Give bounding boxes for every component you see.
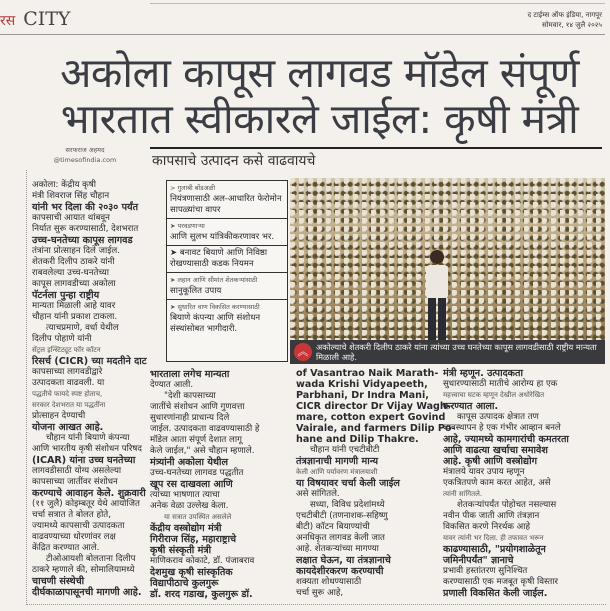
article-line: विद्यापीठाचे कुलगुरू — [150, 578, 219, 589]
article-line: माणिकराव कोकाटे, डॉ. पंजाबराव — [150, 556, 255, 566]
article-line: त्याचप्रमाणे, वर्धा येथील — [46, 323, 119, 333]
farmer-figure — [420, 248, 454, 340]
article-line: ज्यामध्ये कापसाची उत्पादकता — [32, 521, 125, 531]
article-line: उच्च-घनतेच्या कापूस लागवड — [32, 235, 133, 246]
article-line: कापसाच्या जातींवर संशोधन — [32, 477, 118, 487]
article-line: mare, cotton expert Govind — [296, 412, 446, 423]
article-line: कापसाची आयात थांबवून — [32, 213, 110, 223]
article-line: लक्षात घेऊन, या तंत्रज्ञानाचे — [296, 555, 391, 566]
article-line: मंत्र्यांनी अकोला येथील — [150, 457, 229, 468]
fact-text: ➤ बनावट बियाणे आणि निविष्ठा रोखण्यासाठी कडक नियमन — [170, 248, 268, 269]
article-line: Parbhani, Dr Indra Mani, — [296, 390, 429, 401]
edition-info — [527, 10, 602, 30]
article-line: टीओआयशी बोलताना दिलीप — [46, 554, 136, 564]
article-line: योजना आखत आहे. — [32, 422, 104, 433]
headline-line: अकोला कापूस लागवड मॉडेल संपूर्ण — [60, 49, 579, 97]
article-line: एचटीबीटी (तणनाशक-सहिष्णु — [296, 511, 388, 521]
article-line: देशमुख कृषी सांस्कृतिक — [150, 567, 233, 578]
article-line: शेतकरी दिलीप ठाकरे यांनी — [32, 257, 115, 267]
article-line: या सत्रात उपस्थित असलेले — [164, 513, 232, 521]
article-line: कापसाच्या लागवडीद्वारे — [32, 367, 103, 377]
article-line: जाईल. उत्पादकता वाढवण्यासाठी हे — [150, 424, 260, 434]
article-line: नवीन पीक जाती आणि तंत्रज्ञान — [443, 511, 540, 521]
article-line: या विषयावर चर्चा केली जाईल — [296, 478, 400, 489]
article-line: आहे, ज्यामध्ये कामगारांची कमतरता — [443, 434, 569, 445]
fact-lead: ➤ परवडणाऱ्या — [170, 222, 205, 230]
article-line: सुधारणांनाही प्राधान्य दिले — [150, 413, 230, 423]
article-line: डॉ. शरद गडाख, कुलगुरू डॉ. — [150, 589, 253, 600]
article-line: पॅटर्नला पुन्हा राष्ट्रीय — [32, 290, 100, 301]
article-line: दिलीप पोहाणे यांनी — [32, 334, 92, 344]
article-line: मंत्री म्हणून. उत्पादकता — [443, 368, 524, 379]
article-line: अनधिकृत लागवड केली जात — [296, 533, 385, 543]
article-line: सरकार देशभरात या पद्धतींना — [32, 401, 106, 409]
article-line: त्यांच्या भाषणात त्याचा — [150, 490, 220, 500]
article-line: of Vasantrao Naik Marath- — [296, 368, 439, 379]
article-line: प्रभावी हस्तांतरण सुनिश्चित — [443, 566, 528, 576]
top-rule — [150, 3, 605, 4]
article-line: वाढवण्याच्या धोरणांवर लक्ष — [32, 532, 116, 542]
article-column-2 — [150, 369, 259, 600]
article-line: तंत्रांना प्रोत्साहन दिले जाईल. — [32, 246, 120, 256]
article-line: चौहान यांनी बियाणे कंपन्या — [46, 433, 130, 443]
article-column-1 — [32, 180, 147, 598]
article-line: रिसर्च (CICR) च्या मदतीने दाट — [32, 356, 147, 367]
article-line: चर्चा सुरू आहे, — [296, 588, 344, 598]
article-column-3 — [296, 368, 455, 599]
subhead-rule — [150, 147, 602, 149]
article-line: चाचणी संस्थेची — [32, 576, 85, 587]
article-line: यांनी भर दिला की २०३० पर्यंत — [32, 202, 139, 213]
article-line: गिरीराज सिंह, महाराष्ट्राचे — [150, 534, 237, 545]
article-line: चर्चा सत्रात ते बोलत होते, — [32, 510, 111, 520]
article-line: आणि भारतीय कृषी संशोधन परिषद — [32, 444, 142, 454]
article-line: wada Krishi Vidyapeeth, — [296, 379, 428, 390]
article-line: त्यांनी सांगितले. — [443, 490, 483, 498]
article-line: विकसित करणे निरर्थक आहे — [443, 522, 531, 532]
article-line: जातींचे संशोधन आणि गुणवत्ता — [150, 402, 245, 412]
fact-text: आणि सुलभ यांत्रिकीकरणावर भर. — [170, 232, 275, 242]
publication-date: सोमवार, १४ जुलै २०२५ — [542, 21, 602, 29]
cotton-field-photo — [290, 178, 605, 340]
article-line: असे सांगितले. — [296, 489, 340, 499]
byline-email: @timesofindia.com — [53, 156, 117, 164]
article-line: एकत्रितपणे काम करत आहेत, असे — [443, 478, 551, 488]
article-line: केंद्रित करण्यात आले. — [32, 543, 100, 553]
article-line: सुधारण्यासाठी मातीचे आरोग्य हा एक — [443, 379, 558, 389]
article-line: मंत्रालये यावर उपाय म्हणून — [443, 467, 525, 477]
article-line: कापूस लागवडीच्या अकोला — [32, 279, 116, 289]
article-line: अनेक वेळा उल्लेख केला. — [150, 501, 229, 511]
box-subheading: कापसाचे उत्पादन कसे वाढवायचे — [152, 153, 316, 169]
article-line: तंत्रज्ञानाची मागणी मान्य — [296, 456, 379, 467]
article-line: शेतकऱ्यांपर्यंत पोहोचत नसल्यास — [457, 500, 557, 510]
article-line: सेंट्रल इन्स्टिट्यूट फॉर कॉटन — [32, 346, 101, 354]
article-line: मॉडेल आता संपूर्ण देशात लागू — [150, 435, 242, 445]
article-line: लागवडीसाठी योग्य असलेल्या — [32, 466, 122, 476]
article-line: ठाकरे म्हणाले की, सोमालियामध्ये — [32, 565, 135, 575]
article-line: "देशी कापसाच्या — [164, 391, 216, 401]
article-line: कापूस उत्पादक क्षेत्रात तण — [457, 412, 539, 422]
article-line: करण्यासाठी एक मजबूत कृषी विस्तार — [443, 577, 559, 587]
article-line: कायदेशीरकरण करण्याची — [296, 566, 384, 577]
article-line: महत्त्वाचा घटक म्हणून देखील अधोरेखित — [443, 391, 545, 399]
article-line: करण्याचे आवाहन केले. शुक्रवारी — [32, 488, 146, 499]
article-line: CICR director Dr Vijay Wagh- — [296, 401, 451, 412]
byline — [30, 145, 140, 165]
article-line: आहे. कृषी आणि वस्त्रोद्योग — [443, 456, 537, 467]
article-line: काढण्यासाठी, "प्रयोगशाळेतून — [443, 544, 546, 555]
article-line: दीर्घकाळापासूनची मागणी आहे. — [32, 587, 142, 598]
byline-author: सरफराज अहमद — [65, 146, 105, 154]
article-line: प्रणाली विकसित केली जाईल. — [443, 588, 548, 599]
fact-item — [167, 273, 287, 300]
fact-item — [167, 181, 287, 219]
fact-item — [167, 300, 287, 337]
chevron-up-icon: ︽ — [294, 343, 312, 361]
section-masthead — [0, 8, 70, 30]
section-prefix: रस — [0, 13, 16, 29]
masthead-rule — [0, 34, 605, 35]
photo-caption: अकोल्याचे शेतकरी दिलीप ठाकरे यांना त्यांच्या उच्च घनतेच्या कापूस लागवडीसाठी राष्ट्रीय मान्यता मिळाली आहे. — [290, 340, 605, 364]
article-line: चौहान यांनी प्रकाश टाकला. — [32, 312, 118, 322]
fact-text: सानुकूलित उपाय — [170, 286, 222, 296]
article-line: कृषी संस्कृती मंत्री — [150, 545, 212, 556]
article-line: अकोला: केंद्रीय कृषी — [32, 180, 96, 190]
article-line: निर्यात सुरू करण्यासाठी, देशभरात — [32, 224, 139, 234]
article-line: hane and Dilip Thakre. — [296, 434, 419, 445]
article-column-4 — [443, 368, 569, 599]
article-line: मान्यता मिळाली आहे यावर — [32, 301, 116, 311]
article-line: राबवलेल्या उच्च-घनतेच्या — [32, 268, 109, 278]
article-line: आहे. शेतकऱ्यांच्या मागण्या — [296, 544, 379, 554]
article-line: केंद्रीय वस्त्रोद्योग मंत्री — [150, 523, 222, 534]
fact-lead: ➤ सुधारित वाण विकसित करण्यासाठी — [170, 303, 260, 311]
headline-line: भारतात स्वीकारले जाईल: कृषी मंत्री — [60, 95, 579, 143]
article-line: पद्धतीचे फायदे स्पष्ट होताच, — [32, 390, 103, 398]
fact-item — [167, 246, 287, 273]
bottom-divider — [26, 604, 606, 605]
article-line: उत्पादकता वाढवली. या — [32, 378, 105, 388]
article-line: आणि वाढत्या खर्चाचा समावेश — [443, 445, 548, 456]
article-line: देण्यात आली. — [150, 380, 194, 390]
fact-lead: ➤ लहान आणि सीमांत शेतकऱ्यांसाठी — [170, 276, 258, 284]
article-line: बीटी) कॉटन बियाण्यांची — [296, 522, 370, 532]
article-line: करण्यात आला. — [443, 401, 499, 412]
fact-box — [166, 180, 288, 362]
article-line: शक्यता शोधण्यासाठी — [296, 577, 362, 587]
article-line: (ICAR) यांना उच्च घनतेच्या — [32, 455, 136, 466]
article-line: खूप रस दाखवला आणि — [150, 479, 233, 490]
article-line: उच्च-घनतेच्या लागवड पद्धतीत — [150, 468, 244, 478]
column-divider — [26, 170, 27, 605]
article-line: यावर त्यांनी भर दिला. ही तफावत भरून — [443, 534, 544, 542]
article-line: केली आणि पर्यावरण मंत्रालयाशी — [296, 468, 378, 476]
article-line: केले जाईल," असे चौहान म्हणाले. — [150, 446, 255, 456]
publication-name: द टाईम्स ऑफ इंडिया, नागपूर — [527, 11, 602, 19]
fact-text: नियंत्रणासाठी अल-आधारित फेरोमोन सापळ्यांचा वापर — [170, 194, 282, 215]
article-line: जमिनीपर्यंत" ज्ञानाचे — [443, 555, 514, 566]
article-line: Vairale, and farmers Dilip Po- — [296, 423, 456, 434]
headline — [32, 50, 607, 142]
fact-lead: > गुलाबी बोंडअळी — [170, 184, 216, 192]
article-line: व्यवस्थापन हे एक गंभीर आव्हान बनले — [443, 423, 561, 433]
article-line: चौहान यांनी एचटीबीटी — [310, 445, 380, 455]
article-line: मंत्री शिवराज सिंह चौहान — [32, 191, 110, 201]
fact-text: बियाणे कंपन्या आणि संशोधन संस्थांसोबत भागीदारी. — [170, 313, 261, 334]
article-line: (११ जुलै) कोइम्बतूर येथे आयोजित — [32, 499, 140, 509]
section-name: CITY — [23, 8, 71, 30]
article-line: सध्या, विविध प्रदेशांमध्ये — [310, 500, 385, 510]
fact-item — [167, 219, 287, 246]
article-line: प्रोत्साहन देण्याची — [32, 411, 86, 421]
article-line: भारताला लगेच मान्यता — [150, 369, 230, 380]
